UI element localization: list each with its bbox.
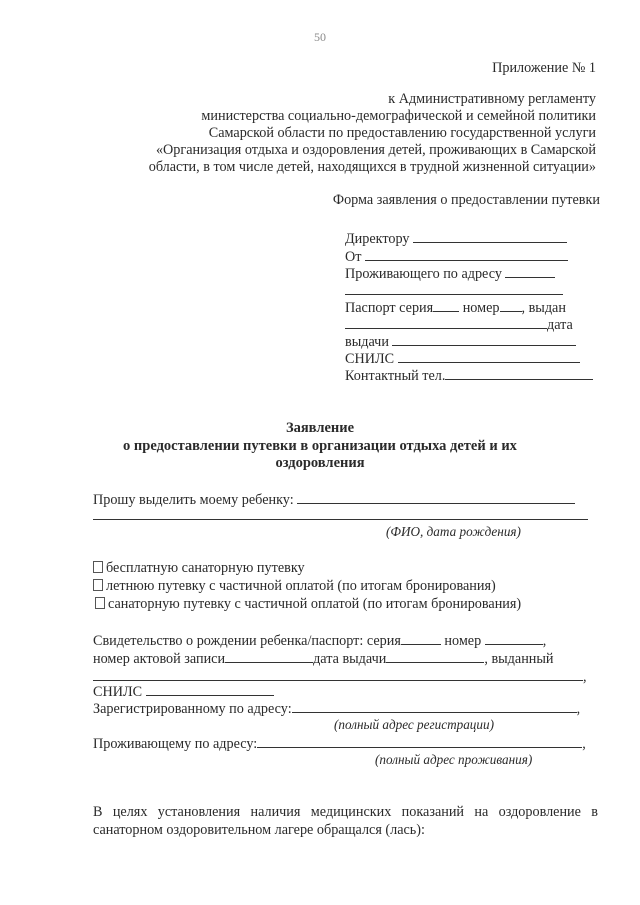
certificate-number-line xyxy=(485,632,543,645)
option-label: летнюю путевку с частичной оплатой (по итогам бронирования) xyxy=(106,578,496,594)
phone-line xyxy=(445,367,593,380)
appendix-title: Приложение № 1 xyxy=(492,60,596,76)
form-caption: Форма заявления о предоставлении путевки xyxy=(332,192,600,208)
issue-date-line xyxy=(386,650,484,663)
issue-date-label: дата выдачи xyxy=(313,651,387,667)
certificate-number-label: номер xyxy=(444,633,482,649)
passport-field[interactable] xyxy=(345,299,566,317)
date-label: дата xyxy=(547,317,573,333)
child-residing-label: Проживающему по адресу: xyxy=(93,736,258,752)
regulation-reference xyxy=(149,91,596,176)
request-caption: (ФИО, дата рождения) xyxy=(386,524,521,539)
passport-series-line xyxy=(433,299,459,312)
passport-issued-label: , выдан xyxy=(521,300,566,316)
option-free-sanatorium[interactable] xyxy=(93,560,305,577)
record-field[interactable] xyxy=(93,650,554,668)
phone-field[interactable] xyxy=(345,367,593,385)
comma: , xyxy=(582,736,586,752)
header-line: «Организация отдыха и оздоровления детей, проживающих в Самарской xyxy=(155,142,596,158)
issue-label: выдачи xyxy=(345,334,389,350)
comma: , xyxy=(542,633,547,649)
registered-field[interactable] xyxy=(93,700,580,718)
statement-subtitle-2: оздоровления xyxy=(275,455,365,471)
child-snils-label: СНИЛС xyxy=(93,684,143,700)
residing-label: Проживающего по адресу xyxy=(345,266,502,282)
registered-label: Зарегистрированному по адресу: xyxy=(93,701,292,717)
header-line: Самарской области по предоставлению государственной услуги xyxy=(208,125,596,141)
passport-series-label: Паспорт серия xyxy=(345,300,434,316)
child-residing-line xyxy=(257,735,582,748)
residing-field[interactable] xyxy=(345,265,555,283)
director-field[interactable] xyxy=(345,230,567,248)
issued-by-label: , выданный xyxy=(484,651,554,667)
registered-line xyxy=(292,700,577,713)
page-number: 50 xyxy=(314,30,326,44)
passport-number-label: номер xyxy=(462,300,500,316)
residing-field-child[interactable] xyxy=(93,735,586,753)
header-line: области, в том числе детей, находящихся в трудной жизненной ситуации» xyxy=(148,159,596,175)
residing-caption: (полный адрес проживания) xyxy=(375,752,533,767)
checkbox[interactable] xyxy=(93,579,103,591)
record-number-label: номер актовой записи xyxy=(93,651,226,667)
snils-label: СНИЛС xyxy=(345,351,395,367)
header-line: министерства социально-демографической и семейной политики xyxy=(201,108,596,124)
option-summer-partial[interactable] xyxy=(93,578,496,595)
child-snils-line xyxy=(146,683,274,696)
request-line xyxy=(297,491,575,504)
director-line xyxy=(413,230,567,243)
residing-line-2 xyxy=(345,294,563,295)
residing-line xyxy=(505,265,555,278)
option-label: санаторную путевку с частичной оплатой (по итогам бронирования) xyxy=(108,596,522,612)
option-label: бесплатную санаторную путевку xyxy=(106,560,305,576)
request-line-2 xyxy=(93,519,588,520)
record-number-line xyxy=(225,650,313,663)
issue-date-line xyxy=(392,333,576,346)
checkbox[interactable] xyxy=(95,597,105,609)
issuer-line xyxy=(93,668,583,681)
header-line: к Административному регламенту xyxy=(388,91,596,107)
certificate-field[interactable] xyxy=(93,632,546,650)
phone-label: Контактный тел. xyxy=(345,368,446,384)
snils-line xyxy=(398,350,580,363)
option-sanatorium-partial[interactable] xyxy=(95,596,521,613)
registered-caption: (полный адрес регистрации) xyxy=(334,717,494,732)
statement-title: Заявление xyxy=(285,420,355,436)
checkbox[interactable] xyxy=(93,561,103,573)
certificate-series-line xyxy=(401,632,441,645)
medical-paragraph: В целях установления наличия медицинских показаний на оздоровление в санаторном оздоровительном лагере обращался (лась): xyxy=(93,804,598,838)
child-snils-field[interactable] xyxy=(93,683,274,701)
snils-field[interactable] xyxy=(345,350,580,368)
from-line xyxy=(365,248,568,261)
statement-subtitle: о предоставлении путевки в организации отдыха детей и их xyxy=(123,438,517,454)
passport-number-line xyxy=(500,299,522,312)
from-field[interactable] xyxy=(345,248,568,266)
request-label: Прошу выделить моему ребенку: xyxy=(93,492,294,508)
issue-date-field[interactable] xyxy=(345,333,576,351)
comma: , xyxy=(583,669,587,685)
request-field[interactable] xyxy=(93,491,575,509)
comma: , xyxy=(576,701,581,717)
passport-issuer-line xyxy=(345,316,547,329)
certificate-label: Свидетельство о рождении ребенка/паспорт: серия xyxy=(93,633,401,649)
director-label: Директору xyxy=(345,231,410,247)
from-label: От xyxy=(345,249,362,265)
passport-issuer-field[interactable] xyxy=(345,316,573,334)
